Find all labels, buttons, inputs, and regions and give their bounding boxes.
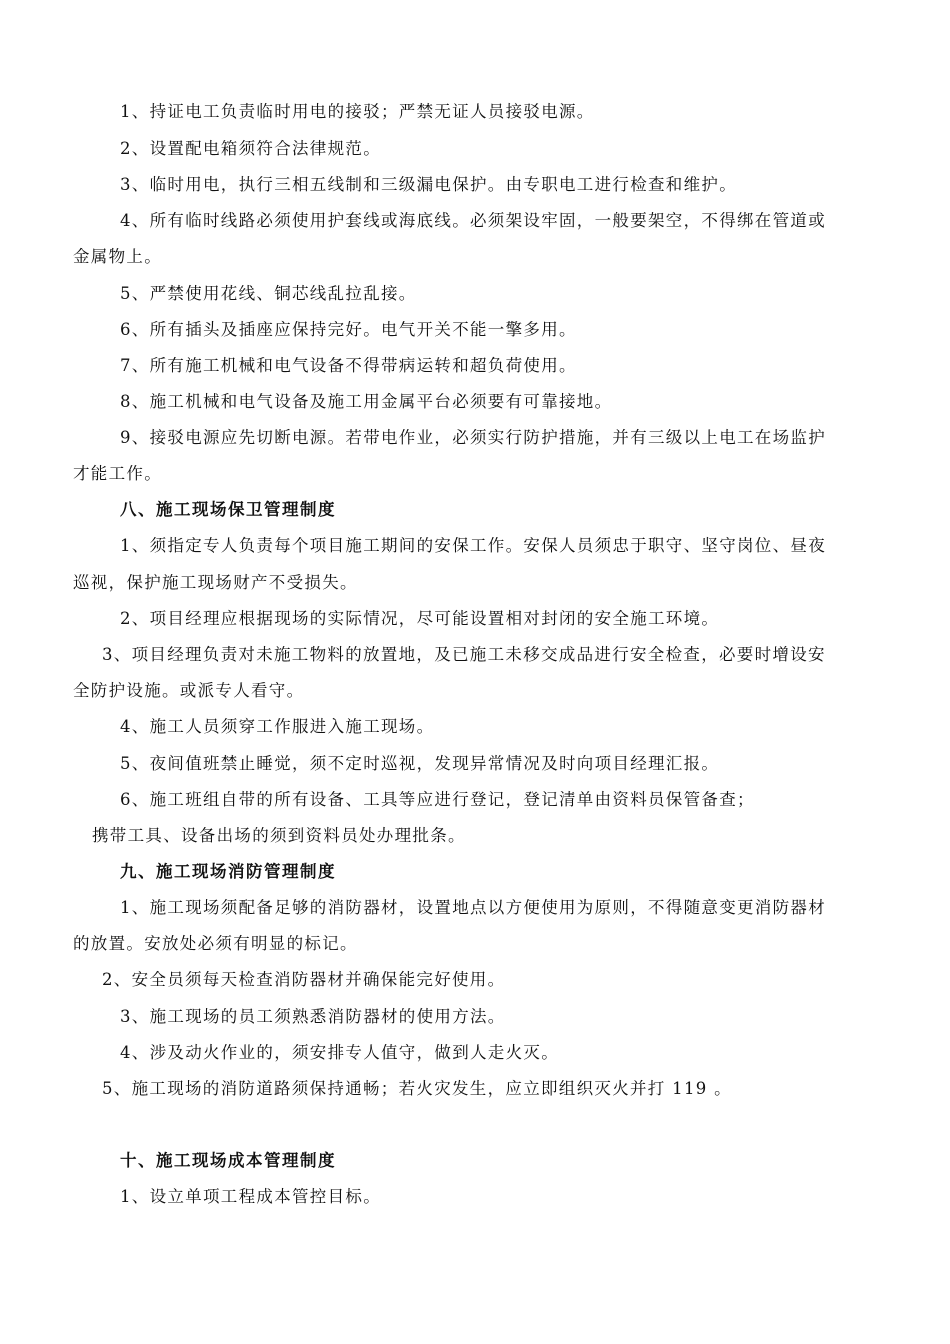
text-line: 5、夜间值班禁止睡觉，须不定时巡视，发现异常情况及时向项目经理汇报。 [120, 754, 720, 773]
text-line: 金属物上。 [73, 247, 162, 266]
text-line: 8、施工机械和电气设备及施工用金属平台必须要有可靠接地。 [120, 392, 613, 411]
text-line: 携带工具、设备出场的须到资料员处办理批条。 [92, 826, 466, 845]
text-line: 全防护设施。或派专人看守。 [73, 681, 305, 700]
text-line: 1、须指定专人负责每个项目施工期间的安保工作。安保人员须忠于职守、坚守岗位、昼夜 [120, 536, 826, 555]
section-heading: 九、施工现场消防管理制度 [120, 862, 336, 881]
section-heading: 十、施工现场成本管理制度 [120, 1151, 336, 1170]
text-line: 2、设置配电箱须符合法律规范。 [120, 139, 381, 158]
text-line: 4、所有临时线路必须使用护套线或海底线。必须架设牢固，一般要架空，不得绑在管道或 [120, 211, 826, 230]
text-line: 巡视，保护施工现场财产不受损失。 [73, 573, 358, 592]
text-line: 2、项目经理应根据现场的实际情况，尽可能设置相对封闭的安全施工环境。 [120, 609, 720, 628]
section-heading: 八、施工现场保卫管理制度 [120, 500, 336, 519]
text-line: 1、设立单项工程成本管控目标。 [120, 1187, 381, 1206]
text-line: 1、施工现场须配备足够的消防器材，设置地点以方便使用为原则，不得随意变更消防器材 [120, 898, 826, 917]
text-line: 2、安全员须每天检查消防器材并确保能完好使用。 [102, 970, 506, 989]
text-line: 3、施工现场的员工须熟悉消防器材的使用方法。 [120, 1007, 506, 1026]
text-line: 1、持证电工负责临时用电的接驳；严禁无证人员接驳电源。 [120, 102, 595, 121]
text-line: 9、接驳电源应先切断电源。若带电作业，必须实行防护措施，并有三级以上电工在场监护 [120, 428, 826, 447]
text-line: 3、项目经理负责对未施工物料的放置地，及已施工未移交成品进行安全检查，必要时增设安 [102, 645, 826, 664]
text-line: 4、施工人员须穿工作服进入施工现场。 [120, 717, 435, 736]
text-line: 6、施工班组自带的所有设备、工具等应进行登记，登记清单由资料员保管备查； [120, 790, 755, 809]
text-line: 5、施工现场的消防道路须保持通畅；若火灾发生，应立即组织灭火并打 119 。 [102, 1079, 732, 1098]
text-line: 4、涉及动火作业的，须安排专人值守，做到人走火灭。 [120, 1043, 559, 1062]
text-line: 3、临时用电，执行三相五线制和三级漏电保护。由专职电工进行检查和维护。 [120, 175, 737, 194]
text-line: 6、所有插头及插座应保持完好。电气开关不能一擎多用。 [120, 320, 577, 339]
text-line: 才能工作。 [73, 464, 162, 483]
text-line: 的放置。安放处必须有明显的标记。 [73, 934, 358, 953]
text-line: 7、所有施工机械和电气设备不得带病运转和超负荷使用。 [120, 356, 577, 375]
text-line: 5、严禁使用花线、铜芯线乱拉乱接。 [120, 284, 417, 303]
